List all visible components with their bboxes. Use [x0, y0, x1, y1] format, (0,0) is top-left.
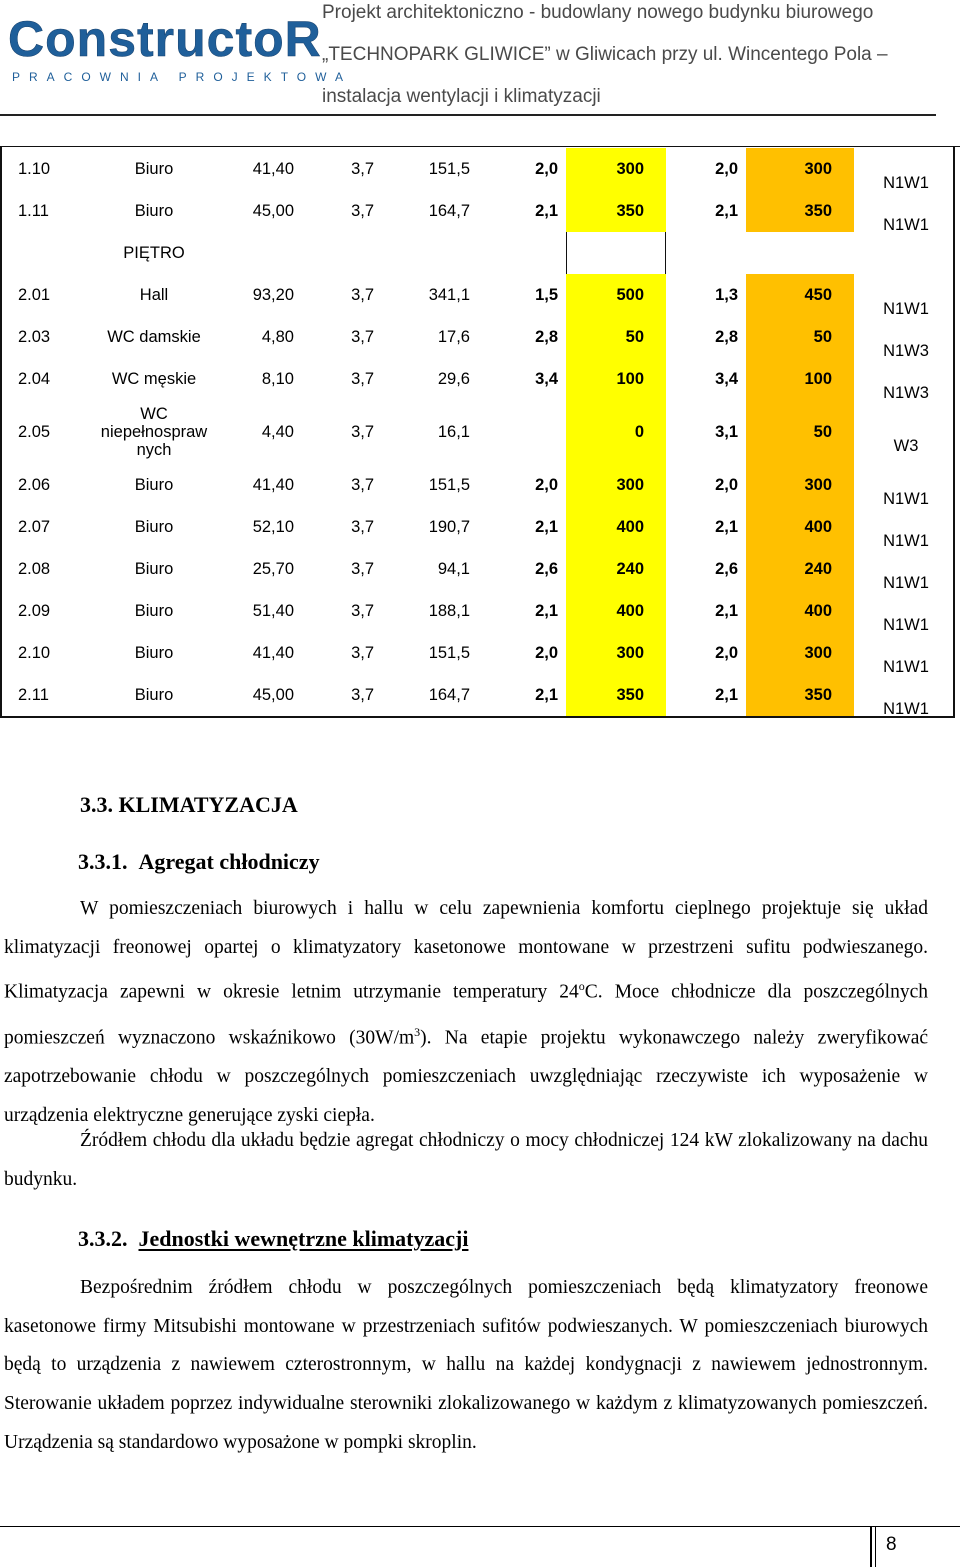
- room-area: 45,00: [252, 201, 294, 220]
- system-code-text: N1W1: [883, 489, 929, 508]
- company-logo: [8, 4, 353, 94]
- exhaust-airflow: 300: [746, 148, 854, 190]
- exhaust-airflow: 350: [746, 674, 854, 716]
- air-change-supply: 2,1: [535, 517, 558, 536]
- air-change-exhaust: 2,1: [715, 601, 738, 620]
- room-area: 93,20: [252, 285, 294, 304]
- air-change-supply: 3,4: [535, 369, 558, 388]
- air-change-exhaust: 2,0: [715, 159, 738, 178]
- room-volume: 151,5: [428, 643, 470, 662]
- room-height: 3,7: [351, 685, 374, 704]
- room-volume: 17,6: [437, 327, 470, 346]
- supply-airflow: 100: [566, 358, 666, 400]
- room-volume: 188,1: [428, 601, 470, 620]
- paragraph-2-text: Źródłem chłodu dla układu będzie agregat chłodniczy o mocy chłodniczej 124 kW zlokalizowany na dachu budynku.: [4, 1130, 928, 1190]
- title-line-3: instalacja wentylacji i klimatyzacji: [322, 86, 601, 107]
- exhaust-airflow: 350: [746, 190, 854, 232]
- system-code-text: N1W3: [883, 383, 929, 402]
- room-area: 51,40: [252, 601, 294, 620]
- room-height: 3,7: [351, 422, 374, 441]
- paragraph-3-text: Bezpośrednim źródłem chłodu w poszczególnych pomieszczeniach będą klimatyzatory freonowe kasetonowe firmy Mitsubishi montowane w przestrzeniach sufitów podwieszanych. W pomieszczeniach biurowych będą to urządzenia z nawiewem czterostronnym, w hallu na każdej kondygnacji z nawiewem jednostronnym. Sterowanie układem poprzez indywidualne sterowniki zlokalizowanego w każdym z klimatyzowanych pomieszczeń. Urządzenia są standardowo wyposażone w pompki skroplin.: [4, 1277, 928, 1453]
- room-number: 2.11: [18, 685, 49, 704]
- header-divider: [0, 114, 936, 116]
- room-name: Biuro: [134, 201, 174, 220]
- system-code-text: N1W1: [883, 173, 929, 192]
- paragraph-3: [4, 1269, 928, 1463]
- room-area: 41,40: [252, 159, 294, 178]
- room-name: Biuro: [134, 601, 174, 620]
- subsection-1-number: 3.3.1.: [78, 849, 128, 874]
- cubic-sup: 3: [414, 1024, 421, 1039]
- room-number: 2.05: [18, 422, 51, 441]
- paragraph-1: [4, 890, 928, 1135]
- room-height: 3,7: [351, 327, 374, 346]
- air-change-supply: 1,5: [535, 285, 558, 304]
- exhaust-airflow: 400: [746, 590, 854, 632]
- paragraph-2: [4, 1122, 928, 1199]
- section-heading: 3.3. KLIMATYZACJA: [80, 792, 298, 817]
- title-line-2: „TECHNOPARK GLIWICE” w Gliwicach przy ul. Wincentego Pola –: [322, 44, 888, 65]
- title-line-1: Projekt architektoniczno - budowlany nowego budynku biurowego: [322, 2, 874, 23]
- air-change-supply: 2,6: [535, 559, 558, 578]
- paragraph-1-text-c: ). Na etapie projektu wykonawczego należy zweryfikować zapotrzebowanie chłodu w poszczególnych pomieszczeniach uwzględniając rzeczywiste ich wyposażenie w urządzenia elektryczne generujące zyski ciepła.: [4, 1027, 929, 1126]
- page-number: 8: [886, 1534, 897, 1555]
- supply-airflow: 350: [566, 674, 666, 716]
- room-name: Biuro: [134, 643, 174, 662]
- air-change-exhaust: 2,1: [715, 685, 738, 704]
- system-code-text: W3: [893, 436, 919, 455]
- room-height: 3,7: [351, 285, 374, 304]
- exhaust-airflow: 50: [746, 316, 854, 358]
- room-area: 41,40: [252, 643, 294, 662]
- exhaust-airflow: 50: [746, 400, 854, 464]
- subsection-heading-1: [78, 849, 320, 875]
- exhaust-airflow: 450: [746, 274, 854, 316]
- supply-airflow: 300: [566, 632, 666, 674]
- supply-airflow: 400: [566, 590, 666, 632]
- subsection-1-title: Agregat chłodniczy: [138, 849, 320, 874]
- exhaust-airflow: 100: [746, 358, 854, 400]
- exhaust-airflow: 300: [746, 464, 854, 506]
- supply-airflow: 300: [566, 148, 666, 190]
- room-volume: 94,1: [437, 559, 470, 578]
- system-code-text: N1W1: [883, 215, 929, 234]
- supply-airflow: 400: [566, 506, 666, 548]
- room-volume: 29,6: [437, 369, 470, 388]
- air-change-exhaust: 3,1: [715, 422, 738, 441]
- air-change-exhaust: 3,4: [715, 369, 738, 388]
- room-area: 8,10: [261, 369, 294, 388]
- room-number: 2.01: [18, 285, 51, 304]
- exhaust-airflow: 400: [746, 506, 854, 548]
- room-number: 2.04: [18, 369, 51, 388]
- room-height: 3,7: [351, 201, 374, 220]
- room-volume: 151,5: [428, 159, 470, 178]
- room-number: 1.11: [18, 201, 49, 220]
- room-number: 2.07: [18, 517, 51, 536]
- air-change-exhaust: 2,0: [715, 475, 738, 494]
- supply-airflow: 240: [566, 548, 666, 590]
- air-change-exhaust: 2,0: [715, 643, 738, 662]
- air-change-supply: 2,1: [535, 201, 558, 220]
- room-area: 52,10: [252, 517, 294, 536]
- room-name: Biuro: [134, 559, 174, 578]
- air-change-exhaust: 2,1: [715, 517, 738, 536]
- air-change-supply: 2,8: [535, 327, 558, 346]
- system-code-text: N1W1: [883, 657, 929, 676]
- exhaust-airflow: 240: [746, 548, 854, 590]
- air-change-supply: 2,1: [535, 685, 558, 704]
- air-change-exhaust: 2,1: [715, 201, 738, 220]
- ventilation-table: [0, 146, 960, 730]
- room-volume: 190,7: [428, 517, 470, 536]
- system-code-text: N1W1: [883, 573, 929, 592]
- room-name: Biuro: [134, 159, 174, 178]
- room-height: 3,7: [351, 601, 374, 620]
- paragraph-1-text-a: W pomieszczeniach biurowych i hallu w celu zapewnienia komfortu cieplnego projektuje się układ klimatyzacji freonowej opartej o klimatyzatory kasetonowe montowane w przestrzeni sufitu podwieszanego. Klimatyzacja zapewni w okresie letnim utrzymanie temperatury 24: [4, 898, 928, 1003]
- room-area: 41,40: [252, 475, 294, 494]
- logo-wordmark: ConstructoR: [8, 11, 322, 67]
- air-change-exhaust: 2,8: [715, 327, 738, 346]
- room-area: 4,80: [261, 327, 294, 346]
- room-area: 45,00: [252, 685, 294, 704]
- room-name: Biuro: [134, 685, 174, 704]
- room-volume: 164,7: [428, 685, 470, 704]
- paragraph-1-text-b: C. Moce chłodnicze dla poszczególnych pomieszczeń wyznaczono wskaźnikowo (30W/m: [4, 981, 929, 1049]
- room-number: 2.10: [18, 643, 51, 662]
- room-number: 1.10: [18, 159, 51, 178]
- page-number-box: [870, 1526, 934, 1567]
- room-name: Biuro: [134, 517, 174, 536]
- supply-airflow: 500: [566, 274, 666, 316]
- system-code-text: N1W1: [883, 615, 929, 634]
- exhaust-airflow: 300: [746, 632, 854, 674]
- supply-airflow: 300: [566, 464, 666, 506]
- system-code-text: N1W1: [883, 299, 929, 318]
- supply-airflow: 0: [566, 400, 666, 464]
- subsection-2-number: 3.3.2.: [78, 1226, 128, 1251]
- footer-divider: [0, 1526, 960, 1527]
- room-height: 3,7: [351, 475, 374, 494]
- supply-airflow: 50: [566, 316, 666, 358]
- room-number: 2.09: [18, 601, 51, 620]
- air-change-exhaust: 2,6: [715, 559, 738, 578]
- system-code-text: N1W1: [883, 699, 929, 718]
- subsection-heading-2: [78, 1226, 468, 1252]
- air-change-supply: 2,0: [535, 475, 558, 494]
- room-height: 3,7: [351, 559, 374, 578]
- room-name: Hall: [139, 285, 169, 304]
- page-header: [0, 0, 960, 118]
- subsection-2-title: Jednostki wewnętrzne klimatyzacji: [138, 1226, 469, 1251]
- room-name-line: nych: [136, 441, 172, 459]
- room-height: 3,7: [351, 517, 374, 536]
- room-height: 3,7: [351, 369, 374, 388]
- document-title: [322, 0, 952, 126]
- room-number: 2.06: [18, 475, 51, 494]
- room-volume: 151,5: [428, 475, 470, 494]
- room-volume: 341,1: [428, 285, 470, 304]
- room-height: 3,7: [351, 159, 374, 178]
- room-name: WC damskie: [107, 327, 201, 346]
- air-change-supply: 2,0: [535, 159, 558, 178]
- room-name-line: niepełnospraw: [100, 423, 208, 441]
- room-number: 2.08: [18, 559, 51, 578]
- room-height: 3,7: [351, 643, 374, 662]
- air-change-supply: 2,1: [535, 601, 558, 620]
- room-name-line: WC: [140, 405, 168, 423]
- system-code-text: N1W3: [883, 341, 929, 360]
- room-area: 4,40: [261, 422, 294, 441]
- air-change-supply: 2,0: [535, 643, 558, 662]
- room-name: WC męskie: [111, 369, 197, 388]
- room-area: 25,70: [252, 559, 294, 578]
- room-number: 2.03: [18, 327, 51, 346]
- system-code-text: N1W1: [883, 531, 929, 550]
- air-change-exhaust: 1,3: [715, 285, 738, 304]
- room-name: Biuro: [134, 475, 174, 494]
- room-volume: 164,7: [428, 201, 470, 220]
- supply-airflow: 350: [566, 190, 666, 232]
- logo-subtitle: PRACOWNIA PROJEKTOWA: [12, 70, 353, 84]
- table-frame: [0, 146, 955, 718]
- floor-label: PIĘTRO: [123, 243, 185, 262]
- degree-sup: o: [578, 979, 585, 994]
- room-volume: 16,1: [437, 422, 470, 441]
